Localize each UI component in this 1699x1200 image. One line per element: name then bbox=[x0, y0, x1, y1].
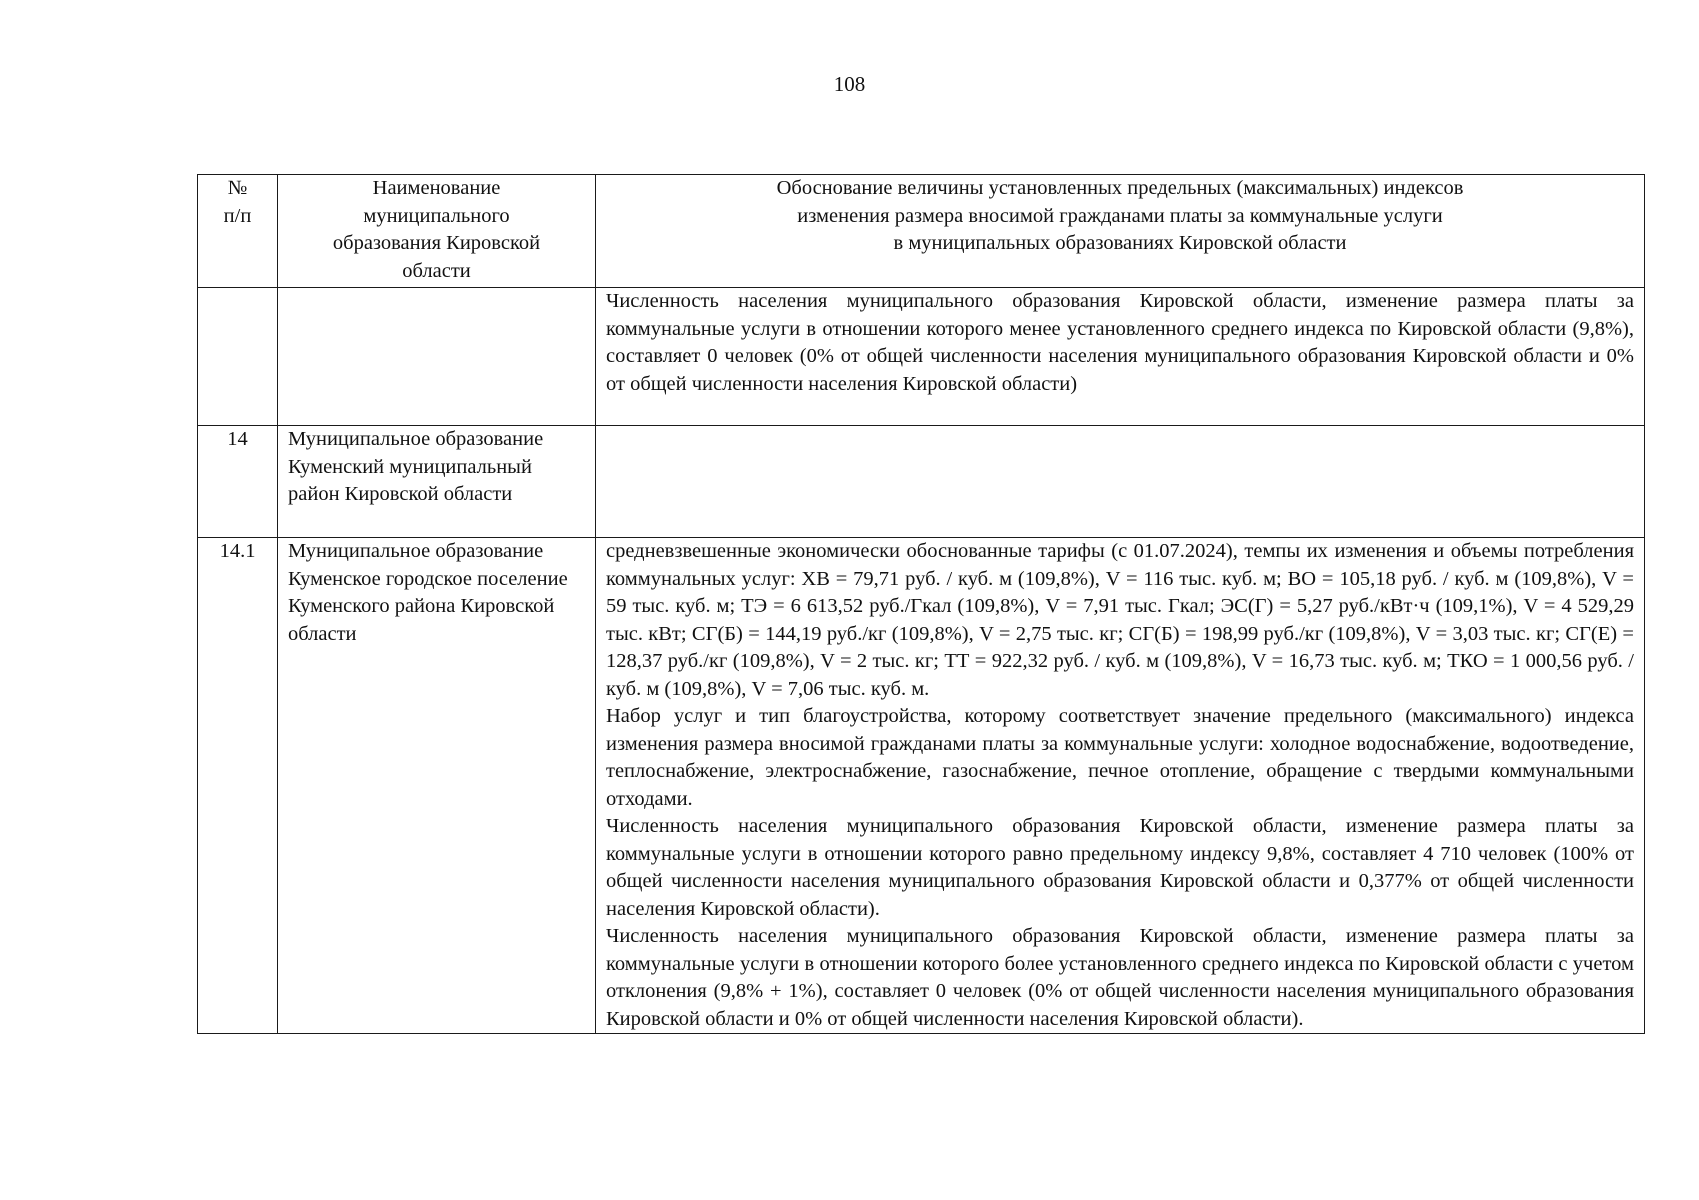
indices-table bbox=[197, 174, 1645, 1034]
row-paragraph: Численность населения муниципального образования Кировской области, изменение размера платы за коммунальные услуги в отношении которого менее установленного среднего индекса по Кировской области (9,8%), составляет 0 человек (0% от общей численности населения муниципального образования Кировской области и 0% от общей численности населения Кировской области) bbox=[606, 290, 1634, 395]
header-name: Наименование муниципального образования Кировской области bbox=[278, 175, 596, 288]
table-row bbox=[198, 538, 1645, 1034]
row-num: 14 bbox=[198, 426, 278, 538]
row-name: Муниципальное образование Куменское городское поселение Куменского района Кировской области bbox=[278, 538, 596, 1034]
row-paragraph: Набор услуг и тип благоустройства, которому соответствует значение предельного (максимального) индекса изменения размера вносимой гражданами платы за коммунальные услуги: холодное водоснабжение, водоотведение, теплоснабжение, электроснабжение, газоснабжение, печное отопление, обращение с твердыми коммунальными отходами. bbox=[606, 705, 1634, 810]
row-paragraph: Численность населения муниципального образования Кировской области, изменение размера платы за коммунальные услуги в отношении которого равно предельному индексу 9,8%, составляет 4 710 человек (100% от общей численности населения муниципального образования Кировской области и 0,377% от общей численности населения Кировской области). bbox=[606, 815, 1634, 920]
row-num: 14.1 bbox=[198, 538, 278, 1034]
table-row bbox=[198, 426, 1645, 538]
header-num: № п/п bbox=[198, 175, 278, 288]
row-text bbox=[596, 538, 1645, 1034]
header-justification: Обоснование величины установленных предельных (максимальных) индексов изменения размера вносимой гражданами платы за коммунальные услуги в муниципальных образованиях Кировской области bbox=[596, 175, 1645, 288]
row-text bbox=[596, 288, 1645, 426]
row-paragraph: средневзвешенные экономически обоснованные тарифы (с 01.07.2024), темпы их изменения и объемы потребления коммунальных услуг: ХВ = 79,71 руб. / куб. м (109,8%), V = 116 тыс. куб. м; ВО = 105,18 руб. / куб. м (109,8%), V = 59 тыс. куб. м; ТЭ = 6 613,52 руб./Гкал (109,8%), V = 7,91 тыс. Гкал; ЭС(Г) = 5,27 руб./кВт·ч (109,1%), V = 4 529,29 тыс. кВт; СГ(Б) = 144,19 руб./кг (109,8%), V = 2,75 тыс. кг; СГ(Б) = 198,99 руб./кг (109,8%), V = 3,03 тыс. кг; СГ(Е) = 128,37 руб./кг (109,8%), V = 2 тыс. кг; ТТ = 922,32 руб. / куб. м (109,8%), V = 16,73 тыс. куб. м; ТКО = 1 000,56 руб. / куб. м (109,8%), V = 7,06 тыс. куб. м. bbox=[606, 540, 1634, 700]
table-header-row bbox=[198, 175, 1645, 288]
row-num bbox=[198, 288, 278, 426]
page-number: 108 bbox=[833, 72, 866, 96]
row-name: Муниципальное образование Куменский муниципальный район Кировской области bbox=[278, 426, 596, 538]
row-paragraph: Численность населения муниципального образования Кировской области, изменение размера платы за коммунальные услуги в отношении которого более установленного среднего индекса по Кировской области с учетом отклонения (9,8% + 1%), составляет 0 человек (0% от общей численности населения муниципального образования Кировской области и 0% от общей численности населения Кировской области). bbox=[606, 925, 1634, 1030]
row-text-empty bbox=[596, 426, 1645, 538]
table-row bbox=[198, 288, 1645, 426]
row-name bbox=[278, 288, 596, 426]
